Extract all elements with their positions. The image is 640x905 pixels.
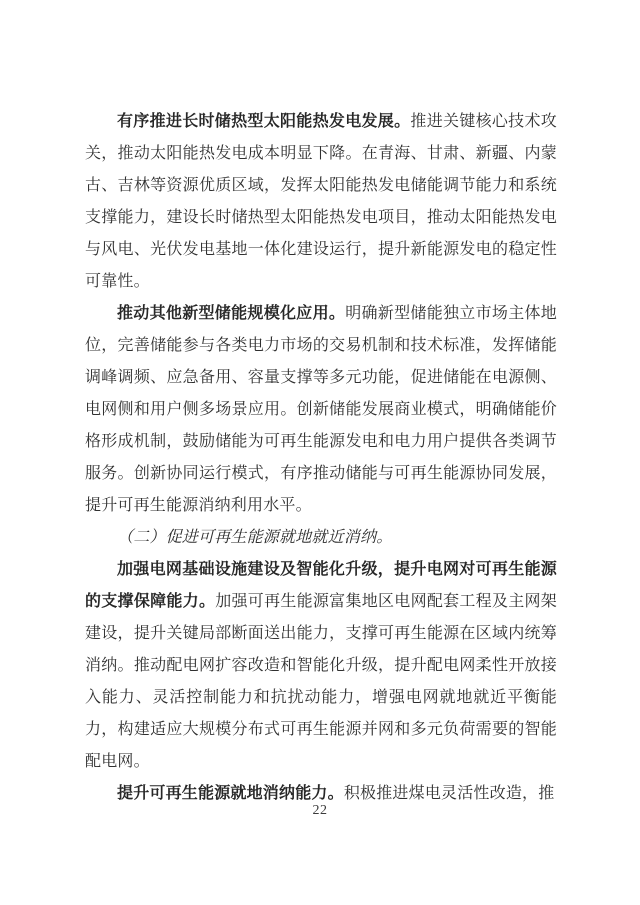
page-number: 22 bbox=[312, 803, 328, 818]
document-body bbox=[85, 106, 557, 810]
paragraph-new-storage bbox=[85, 298, 557, 522]
paragraph-lead-bold: 加强电网基础设施建设及智能化升级，提升电网对可再生能源的支撑保障能力。 bbox=[85, 561, 557, 610]
paragraph-lead-bold: 提升可再生能源就地消纳能力。 bbox=[117, 785, 344, 802]
paragraph-solar-thermal bbox=[85, 106, 557, 298]
paragraph-text: 积极推进煤电灵活性改造，推 bbox=[343, 785, 555, 802]
paragraph-grid-infrastructure bbox=[85, 554, 557, 778]
paragraph-text: 加强可再生能源富集地区电网配套工程及主网架建设，提升关键局部断面送出能力，支撑可再生能源在区域内统筹消纳。推动配电网扩容改造和智能化升级，提升配电网柔性开放接入能力、灵活控制能力和抗扰动能力，增强电网就地就近平衡能力，构建适应大规模分布式可再生能源并网和多元负荷需要的智能配电网。 bbox=[85, 593, 557, 770]
paragraph-text: 推进关键核心技术攻关，推动太阳能热发电成本明显下降。在青海、甘肃、新疆、内蒙古、吉林等资源优质区域，发挥太阳能热发电储能调节能力和系统支撑能力，建设长时储热型太阳能热发电项目，推动太阳能热发电与风电、光伏发电基地一体化建设运行，提升新能源发电的稳定性可靠性。 bbox=[85, 113, 557, 290]
section-heading-text: （二）促进可再生能源就地就近消纳。 bbox=[117, 529, 393, 546]
paragraph-lead-bold: 有序推进长时储热型太阳能热发电发展。 bbox=[117, 113, 411, 130]
paragraph-text: 明确新型储能独立市场主体地位，完善储能参与各类电力市场的交易机制和技术标准，发挥储能调峰调频、应急备用、容量支撑等多元功能，促进储能在电源侧、电网侧和用户侧多场景应用。创新储能发展商业模式，明确储能价格形成机制，鼓励储能为可再生能源发电和电力用户提供各类调节服务。创新协同运行模式，有序推动储能与可再生能源协同发展，提升可再生能源消纳利用水平。 bbox=[85, 305, 557, 514]
paragraph-lead-bold: 推动其他新型储能规模化应用。 bbox=[117, 305, 346, 322]
section-heading-2 bbox=[85, 522, 557, 554]
